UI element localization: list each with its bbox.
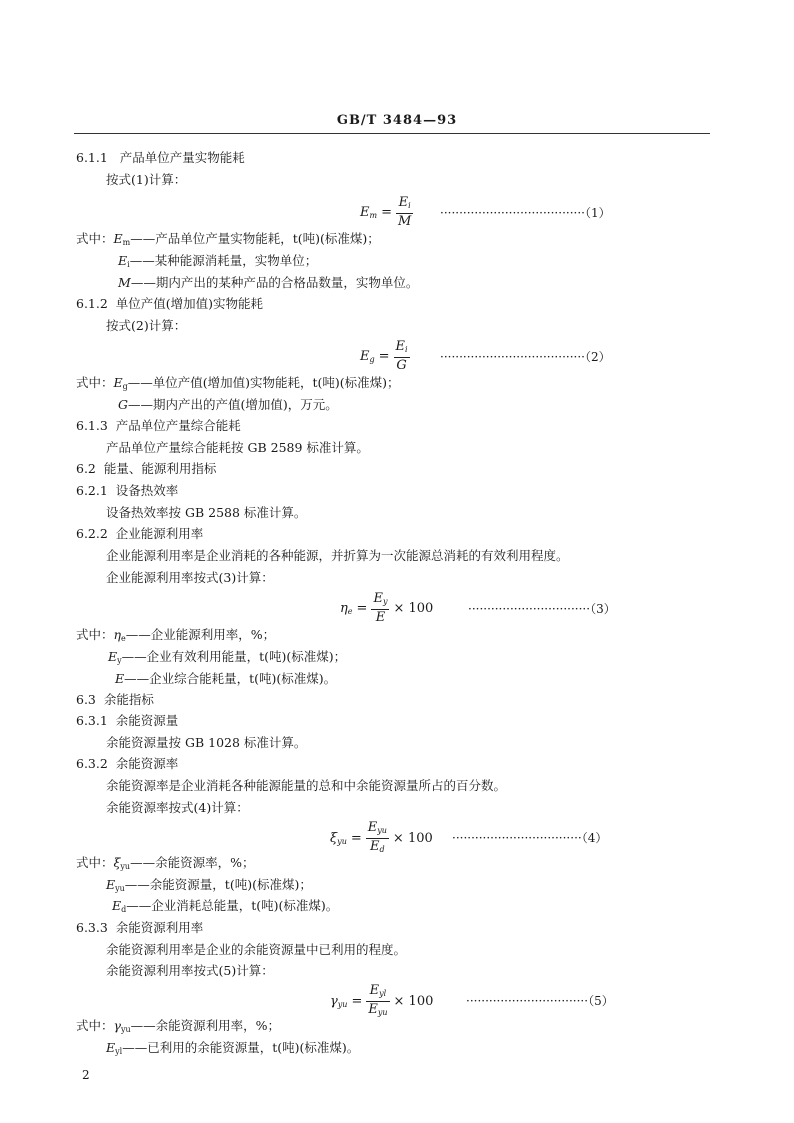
formula-intro: 余能资源率按式(4)计算：: [106, 800, 249, 815]
header-rule: [74, 133, 710, 134]
equation-leader-3: ································（3）: [468, 602, 616, 616]
where-clause-1-line-1: 式中：$E_m——$产品单位产量实物能耗，t(吨)(标准煤)；: [76, 231, 380, 247]
section-heading-6-2-2: 6.2.2 企业能源利用率: [76, 526, 204, 541]
where-clause-3-line-1: 式中：$\eta_e——$企业能源利用率，%；: [76, 627, 276, 643]
section-heading-6-2-1: 6.2.1 设备热效率: [76, 483, 179, 498]
section-heading-6-2: 6.2 能量、能源利用指标: [76, 461, 217, 476]
section-heading-6-1-1: [76, 150, 245, 166]
section-number: 6.1.1: [76, 150, 108, 165]
section-title: 产品单位产量实物能耗: [119, 150, 245, 165]
section-body: 余能资源利用率是企业的余能资源量中已利用的程度。: [106, 942, 407, 957]
where-clause-4-line-3: $E_d——$企业消耗总能量，t(吨)(标准煤)。: [112, 898, 339, 914]
where-clause-2-line-1: 式中：$E_g——$单位产值(增加值)实物能耗，t(吨)(标准煤)；: [76, 375, 400, 391]
where-clause-1-line-2: $E_i——$某种能源消耗量，实物单位；: [118, 253, 318, 269]
section-heading-6-1-2: 6.1.2 单位产值(增加值)实物能耗: [76, 296, 264, 311]
formula-1: $E_m$ = $\frac{E_i}{M}$: [360, 195, 412, 229]
section-heading-6-3-1: 6.3.1 余能资源量: [76, 713, 179, 728]
where-clause-5-line-1: 式中：$\gamma_{yu}——$余能资源利用率，%；: [76, 1018, 281, 1034]
section-heading-6-3-3: 6.3.3 余能资源利用率: [76, 920, 204, 935]
section-heading-6-3: 6.3 余能指标: [76, 692, 154, 707]
formula-intro: 按式(2)计算：: [106, 318, 187, 333]
equation-leader-2: ······································（2）: [440, 350, 611, 364]
equation-leader-4: ··································（4）: [452, 831, 608, 845]
where-clause-1-line-3: M——期内产出的某种产品的合格品数量，实物单位。: [118, 275, 419, 290]
section-heading-6-3-2: 6.3.2 余能资源率: [76, 756, 179, 771]
section-body: 产品单位产量综合能耗按 GB 2589 标准计算。: [106, 440, 369, 455]
formula-intro: 余能资源利用率按式(5)计算：: [106, 963, 274, 978]
formula-intro: 按式(1)计算：: [106, 172, 187, 187]
section-body: 余能资源率是企业消耗各种能源能量的总和中余能资源量所占的百分数。: [106, 778, 507, 793]
page-number: 2: [82, 1068, 90, 1082]
section-body: 余能资源量按 GB 1028 标准计算。: [106, 735, 307, 750]
section-body: 企业能源利用率是企业消耗的各种能源，并折算为一次能源总消耗的有效利用程度。: [106, 548, 569, 563]
equation-leader-1: ······································（1）: [440, 206, 611, 220]
formula-intro: 企业能源利用率按式(3)计算：: [106, 570, 274, 585]
where-clause-5-line-2: $E_{yl}——$已利用的余能资源量，t(吨)(标准煤)。: [106, 1040, 360, 1056]
document-header: GB/T 3484—93: [336, 113, 458, 128]
where-clause-4-line-2: $E_{yu}——$余能资源量，t(吨)(标准煤)；: [106, 877, 312, 893]
formula-3: $\eta_e$ = $\frac{E_y}{E}$ × 100: [340, 591, 434, 625]
equation-leader-5: ································（5）: [466, 994, 614, 1008]
formula-5: $\gamma_{yu}$ = $\frac{E_{yl}}{E_{yu}}$ × 100: [330, 983, 434, 1017]
where-clause-3-line-3: E——企业综合能耗量，t(吨)(标准煤)。: [115, 671, 337, 686]
section-heading-6-1-3: 6.1.3 产品单位产量综合能耗: [76, 418, 241, 433]
formula-2: $E_g$ = $\frac{E_i}{G}$: [360, 339, 408, 373]
where-clause-3-line-2: $E_y——$企业有效利用能量，t(吨)(标准煤)；: [108, 649, 347, 665]
section-body: 设备热效率按 GB 2588 标准计算。: [106, 505, 307, 520]
formula-4: $\xi_{yu}$ = $\frac{E_{yu}}{E_d}$ × 100: [330, 820, 433, 854]
where-clause-4-line-1: 式中：$\xi_{yu}——$余能资源率，%；: [76, 855, 255, 871]
where-clause-2-line-2: G——期内产出的产值(增加值)，万元。: [118, 397, 338, 412]
